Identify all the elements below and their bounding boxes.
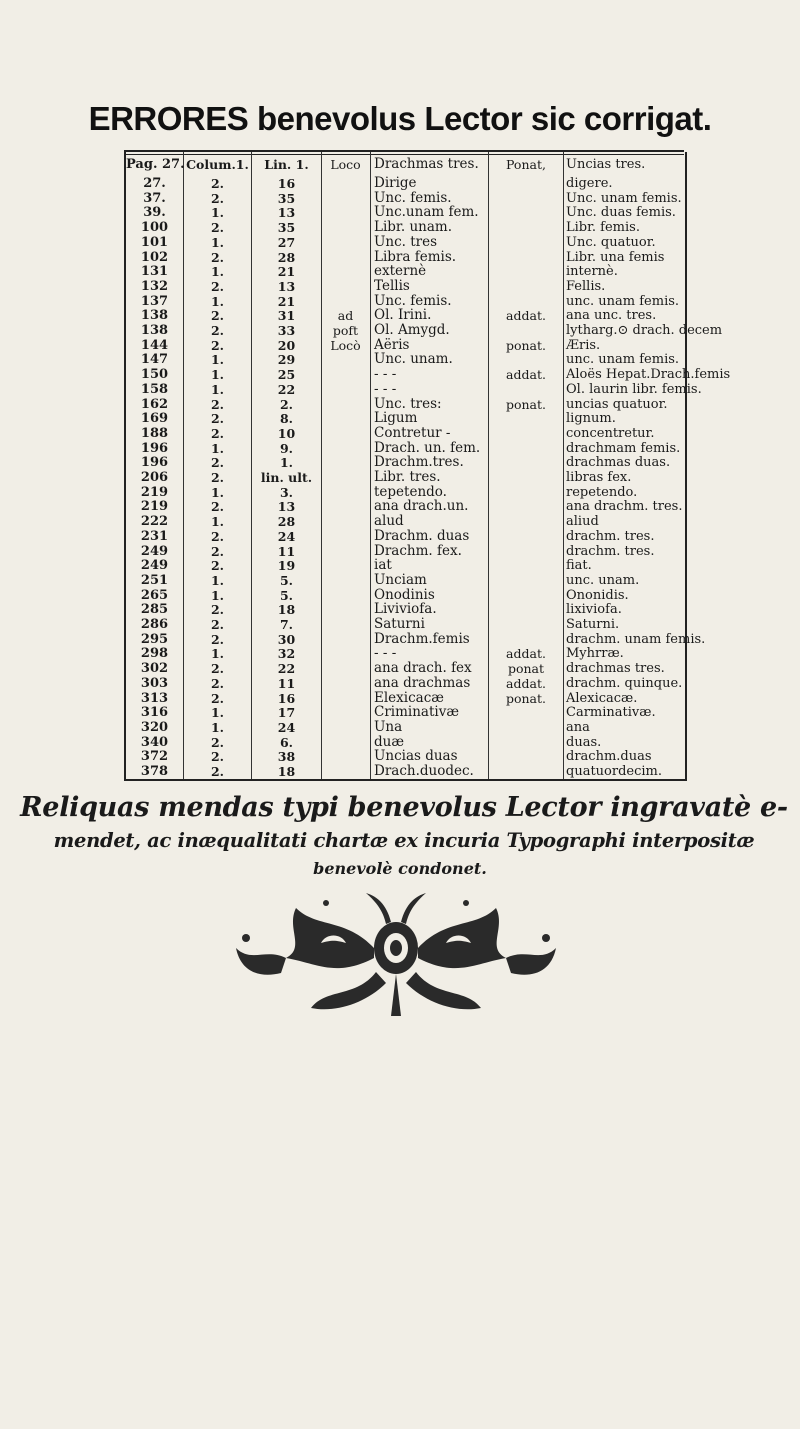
page-cell: 37. bbox=[143, 190, 166, 206]
correction-cell: drachm. unam femis. bbox=[566, 631, 706, 647]
line-cell: 3. bbox=[279, 484, 294, 500]
erratum-cell: - - - bbox=[374, 645, 397, 662]
line-cell: 22 bbox=[277, 381, 296, 397]
column-cell: 2. bbox=[210, 528, 225, 544]
erratum-cell: ana drach. fex bbox=[374, 660, 472, 677]
loco-cell: poft bbox=[332, 323, 359, 338]
correction-cell: Unc. unam femis. bbox=[566, 190, 682, 206]
line-cell: 18 bbox=[277, 602, 296, 618]
erratum-cell: Liviviofa. bbox=[374, 601, 437, 618]
correction-cell: lytharg.⊙ drach. decem bbox=[566, 323, 723, 338]
page-cell: 265 bbox=[140, 587, 169, 603]
page-cell: 295 bbox=[140, 631, 169, 647]
column-cell: 1. bbox=[210, 646, 225, 662]
erratum-cell: Drach. un. fem. bbox=[374, 439, 481, 456]
column-cell: 2. bbox=[210, 661, 225, 677]
line-cell: 24 bbox=[277, 528, 296, 544]
column-cell: 1. bbox=[210, 234, 225, 250]
line-cell: 8. bbox=[279, 411, 294, 427]
ponat-cell: addat. bbox=[506, 367, 546, 383]
page-cell: 372 bbox=[140, 749, 169, 765]
page-cell: 320 bbox=[140, 719, 169, 735]
correction-cell: Unc. quatuor. bbox=[566, 234, 656, 250]
correction-cell: Unc. duas femis. bbox=[566, 205, 676, 221]
header-page: Pag. 27. bbox=[126, 157, 185, 172]
column-cell: 2. bbox=[210, 631, 225, 647]
page-cell: 302 bbox=[140, 661, 169, 677]
page-cell: 219 bbox=[140, 499, 169, 515]
erratum-cell: alud bbox=[374, 513, 404, 530]
erratum-cell: - - - bbox=[374, 366, 397, 383]
loco-cell: ad bbox=[337, 308, 354, 324]
page-cell: 196 bbox=[140, 455, 169, 471]
page-cell: 251 bbox=[140, 572, 169, 588]
footer-line-2: mendet, ac inæqualitati chartæ ex incuria Typographi interpositæ bbox=[53, 829, 755, 852]
correction-cell: Aloës Hepat.Drach.femis bbox=[566, 367, 731, 383]
errata-table bbox=[124, 152, 731, 781]
correction-cell: unc. unam femis. bbox=[566, 293, 680, 309]
column-cell: 2. bbox=[210, 278, 225, 294]
line-cell: 31 bbox=[277, 308, 296, 324]
column-cell: 2. bbox=[210, 690, 225, 706]
page-cell: 39. bbox=[143, 205, 166, 221]
erratum-cell: Drach.duodec. bbox=[374, 763, 474, 779]
page-cell: 100 bbox=[140, 220, 169, 236]
page-cell: 222 bbox=[140, 514, 169, 530]
page-cell: 313 bbox=[140, 690, 169, 706]
correction-cell: unc. unam. bbox=[566, 572, 640, 588]
column-cell: 1. bbox=[210, 367, 225, 383]
correction-cell: drachmam femis. bbox=[566, 440, 681, 456]
page-cell: 131 bbox=[140, 264, 169, 280]
erratum-cell: Ol. Amygd. bbox=[374, 322, 450, 338]
erratum-cell: duæ bbox=[374, 733, 405, 750]
column-cell: 2. bbox=[210, 749, 225, 765]
page-cell: 219 bbox=[140, 484, 169, 500]
column-cell: 2. bbox=[210, 558, 225, 574]
erratum-cell: Unciam bbox=[374, 571, 427, 588]
line-cell: 13 bbox=[277, 278, 296, 294]
page-cell: 138 bbox=[140, 308, 169, 324]
line-cell: 17 bbox=[277, 705, 296, 721]
page-cell: 27. bbox=[143, 176, 166, 191]
line-cell: 38 bbox=[277, 749, 296, 765]
page-cell: 303 bbox=[140, 675, 169, 691]
page-cell: 340 bbox=[140, 734, 169, 750]
line-cell: 22 bbox=[277, 661, 296, 677]
column-cell: 2. bbox=[210, 499, 225, 515]
erratum-cell: Elexicacæ bbox=[374, 689, 444, 706]
column-cell: 1. bbox=[210, 440, 225, 456]
correction-cell: drachm. quinque. bbox=[566, 675, 683, 691]
column-cell: 1. bbox=[210, 381, 225, 397]
page-cell: 144 bbox=[140, 337, 169, 353]
column-cell: 2. bbox=[210, 176, 225, 191]
ponat-cell: ponat. bbox=[505, 337, 547, 353]
ponat-cell: addat. bbox=[506, 308, 546, 324]
erratum-cell: Unc. femis. bbox=[374, 189, 452, 206]
correction-cell: ana drachm. tres. bbox=[566, 499, 683, 515]
line-cell: 28 bbox=[277, 249, 296, 265]
ponat-cell: ponat. bbox=[505, 396, 547, 412]
page-cell: 132 bbox=[140, 278, 169, 294]
erratum-cell: Ol. Irini. bbox=[374, 307, 432, 324]
page-cell: 188 bbox=[140, 425, 169, 441]
erratum-cell: externè bbox=[374, 263, 427, 280]
footer-line-3: benevolè condonet. bbox=[313, 859, 487, 878]
erratum-cell: Criminativæ bbox=[374, 704, 460, 721]
line-cell: 30 bbox=[277, 631, 296, 647]
correction-cell: drachm.duas bbox=[566, 749, 652, 765]
erratum-cell: iat bbox=[374, 557, 392, 574]
page-cell: 286 bbox=[140, 617, 169, 632]
ponat-cell: ponat. bbox=[505, 690, 547, 706]
line-cell: 24 bbox=[277, 719, 296, 735]
line-cell: 35 bbox=[277, 190, 296, 206]
correction-cell: uncias quatuor. bbox=[566, 396, 668, 412]
column-cell: 2. bbox=[210, 734, 225, 750]
ponat-cell: addat. bbox=[506, 646, 546, 662]
ponat-cell: ponat bbox=[507, 661, 545, 677]
page-cell: 285 bbox=[140, 602, 169, 618]
correction-cell: drachmas duas. bbox=[566, 455, 671, 471]
erratum-cell: - - - bbox=[374, 380, 397, 397]
line-cell: 6. bbox=[279, 734, 294, 750]
correction-cell: ana unc. tres. bbox=[566, 308, 657, 324]
column-cell: 1. bbox=[210, 514, 225, 530]
column-cell: 1. bbox=[210, 205, 225, 221]
correction-cell: drachmas tres. bbox=[566, 661, 665, 677]
correction-cell: Myhrræ. bbox=[566, 646, 624, 662]
line-cell: 1. bbox=[279, 455, 294, 471]
erratum-cell: Unc. femis. bbox=[374, 292, 452, 309]
line-cell: 29 bbox=[277, 352, 296, 368]
line-cell: 13 bbox=[277, 205, 296, 221]
correction-cell: Ononidis. bbox=[566, 587, 629, 603]
line-cell: lin. ult. bbox=[260, 470, 313, 485]
column-cell: 2. bbox=[210, 396, 225, 412]
page-cell: 138 bbox=[140, 323, 169, 338]
table-row bbox=[126, 762, 685, 781]
page-cell: 231 bbox=[140, 528, 169, 544]
page-cell: 158 bbox=[140, 381, 169, 397]
column-cell: 2. bbox=[210, 220, 225, 236]
erratum-cell: Unc. tres: bbox=[374, 395, 442, 412]
column-cell: 2. bbox=[210, 455, 225, 471]
line-cell: 7. bbox=[279, 617, 294, 632]
column-cell: 2. bbox=[210, 425, 225, 441]
erratum-cell: Tellis bbox=[374, 277, 410, 294]
column-cell: 2. bbox=[210, 602, 225, 618]
line-cell: 33 bbox=[277, 323, 296, 338]
correction-cell: lixiviofa. bbox=[566, 602, 622, 618]
erratum-cell: Drachm. duas bbox=[374, 527, 470, 544]
correction-cell: duas. bbox=[566, 734, 602, 750]
line-cell: 19 bbox=[277, 558, 296, 574]
page-cell: 101 bbox=[140, 234, 169, 250]
erratum-cell: Aëris bbox=[374, 336, 410, 353]
correction-cell: Æris. bbox=[566, 337, 601, 353]
page-cell: 147 bbox=[140, 352, 169, 368]
column-cell: 2. bbox=[210, 323, 225, 338]
loco-cell: Locò bbox=[330, 337, 361, 353]
line-cell: 10 bbox=[277, 425, 296, 441]
header-column: Colum.1. bbox=[186, 157, 249, 172]
correction-cell: internè. bbox=[566, 264, 618, 280]
correction-cell: drachm. tres. bbox=[566, 528, 655, 544]
page-cell: 249 bbox=[140, 558, 169, 574]
column-cell: 2. bbox=[210, 249, 225, 265]
correction-cell: repetendo. bbox=[566, 484, 638, 500]
line-cell: 2. bbox=[279, 396, 294, 412]
column-cell: 2. bbox=[210, 190, 225, 206]
line-cell: 11 bbox=[277, 543, 296, 559]
correction-cell: libras fex. bbox=[566, 470, 632, 485]
line-cell: 16 bbox=[277, 690, 296, 706]
line-cell: 11 bbox=[277, 675, 296, 691]
erratum-cell: Unc. tres bbox=[374, 233, 438, 250]
column-cell: 2. bbox=[210, 764, 225, 779]
line-cell: 25 bbox=[277, 367, 296, 383]
column-cell: 1. bbox=[210, 293, 225, 309]
line-cell: 28 bbox=[277, 514, 296, 530]
correction-cell: digere. bbox=[566, 176, 613, 191]
correction-cell: aliud bbox=[566, 514, 599, 530]
page-cell: 150 bbox=[140, 367, 169, 383]
ponat-cell: addat. bbox=[506, 675, 546, 691]
erratum-cell: Unc. unam. bbox=[374, 351, 453, 368]
line-cell: 27 bbox=[277, 234, 296, 250]
page-cell: 196 bbox=[140, 440, 169, 456]
correction-cell: Libr. femis. bbox=[566, 220, 640, 236]
line-cell: 9. bbox=[279, 440, 294, 456]
page-cell: 206 bbox=[140, 470, 169, 485]
page-cell: 162 bbox=[140, 396, 169, 412]
page-cell: 169 bbox=[140, 411, 169, 427]
line-cell: 13 bbox=[277, 499, 296, 515]
erratum-cell: tepetendo. bbox=[374, 483, 447, 500]
column-cell: 1. bbox=[210, 484, 225, 500]
erratum-cell: Saturni bbox=[374, 616, 425, 632]
correction-cell: Alexicacæ. bbox=[566, 690, 638, 706]
erratum-cell: Uncias duas bbox=[374, 748, 458, 765]
column-cell: 1. bbox=[210, 719, 225, 735]
erratum-cell: Libr. unam. bbox=[374, 219, 453, 236]
line-cell: 16 bbox=[277, 176, 296, 191]
line-cell: 5. bbox=[279, 572, 294, 588]
column-cell: 2. bbox=[210, 308, 225, 324]
erratum-cell: Drachm.femis bbox=[374, 630, 470, 647]
column-cell: 1. bbox=[210, 264, 225, 280]
header-correction: Uncias tres. bbox=[566, 157, 646, 172]
erratum-cell: Drachm. fex. bbox=[374, 542, 462, 559]
column-cell: 2. bbox=[210, 470, 225, 485]
line-cell: 35 bbox=[277, 220, 296, 236]
header-erratum: Drachmas tres. bbox=[374, 156, 479, 172]
erratum-cell: ana drach.un. bbox=[374, 498, 469, 515]
column-cell: 2. bbox=[210, 617, 225, 632]
page-cell: 137 bbox=[140, 293, 169, 309]
header-ponat: Ponat, bbox=[506, 157, 546, 172]
erratum-cell: ana drachmas bbox=[374, 674, 471, 691]
page-cell: 249 bbox=[140, 543, 169, 559]
table-header-row bbox=[126, 155, 685, 174]
column-cell: 2. bbox=[210, 543, 225, 559]
column-cell: 1. bbox=[210, 587, 225, 603]
page-cell: 378 bbox=[140, 764, 169, 779]
page-cell: 298 bbox=[140, 646, 169, 662]
correction-cell: lignum. bbox=[566, 411, 616, 427]
correction-cell: Ol. laurin libr. femis. bbox=[566, 381, 702, 397]
printer-ornament-icon bbox=[226, 888, 566, 1018]
column-cell: 1. bbox=[210, 705, 225, 721]
correction-cell: unc. unam femis. bbox=[566, 352, 680, 368]
erratum-cell: Una bbox=[374, 718, 403, 735]
page-cell: 316 bbox=[140, 705, 169, 721]
correction-cell: fiat. bbox=[566, 558, 592, 574]
correction-cell: Libr. una femis bbox=[566, 249, 665, 265]
line-cell: 21 bbox=[277, 293, 296, 309]
line-cell: 5. bbox=[279, 587, 294, 603]
column-cell: 2. bbox=[210, 337, 225, 353]
line-cell: 20 bbox=[277, 337, 296, 353]
page-cell: 102 bbox=[140, 249, 169, 265]
erratum-cell: Contretur - bbox=[374, 424, 451, 441]
column-cell: 1. bbox=[210, 572, 225, 588]
column-cell: 2. bbox=[210, 411, 225, 427]
erratum-cell: Libr. tres. bbox=[374, 469, 441, 485]
correction-cell: Carminativæ. bbox=[566, 705, 656, 721]
footer-line-1: Reliquas mendas typi benevolus Lector ingravatè e- bbox=[20, 792, 788, 823]
header-loco: Loco bbox=[330, 157, 361, 172]
correction-cell: Saturni. bbox=[566, 617, 620, 632]
correction-cell: concentretur. bbox=[566, 425, 655, 441]
erratum-cell: Ligum bbox=[374, 410, 418, 427]
erratum-cell: Unc.unam fem. bbox=[374, 204, 479, 221]
header-line: Lin. 1. bbox=[264, 157, 309, 172]
erratum-cell: Dirige bbox=[374, 175, 417, 191]
erratum-cell: Libra femis. bbox=[374, 248, 457, 265]
line-cell: 32 bbox=[277, 646, 296, 662]
correction-cell: Fellis. bbox=[566, 278, 606, 294]
line-cell: 18 bbox=[277, 764, 296, 779]
line-cell: 21 bbox=[277, 264, 296, 280]
correction-cell: drachm. tres. bbox=[566, 543, 655, 559]
column-cell: 2. bbox=[210, 675, 225, 691]
column-cell: 1. bbox=[210, 352, 225, 368]
erratum-cell: Onodinis bbox=[374, 586, 435, 603]
correction-cell: quatuordecim. bbox=[566, 764, 662, 779]
erratum-cell: Drachm.tres. bbox=[374, 454, 464, 471]
page-title: ERRORES benevolus Lector sic corrigat. bbox=[88, 100, 712, 137]
correction-cell: ana bbox=[566, 719, 590, 735]
